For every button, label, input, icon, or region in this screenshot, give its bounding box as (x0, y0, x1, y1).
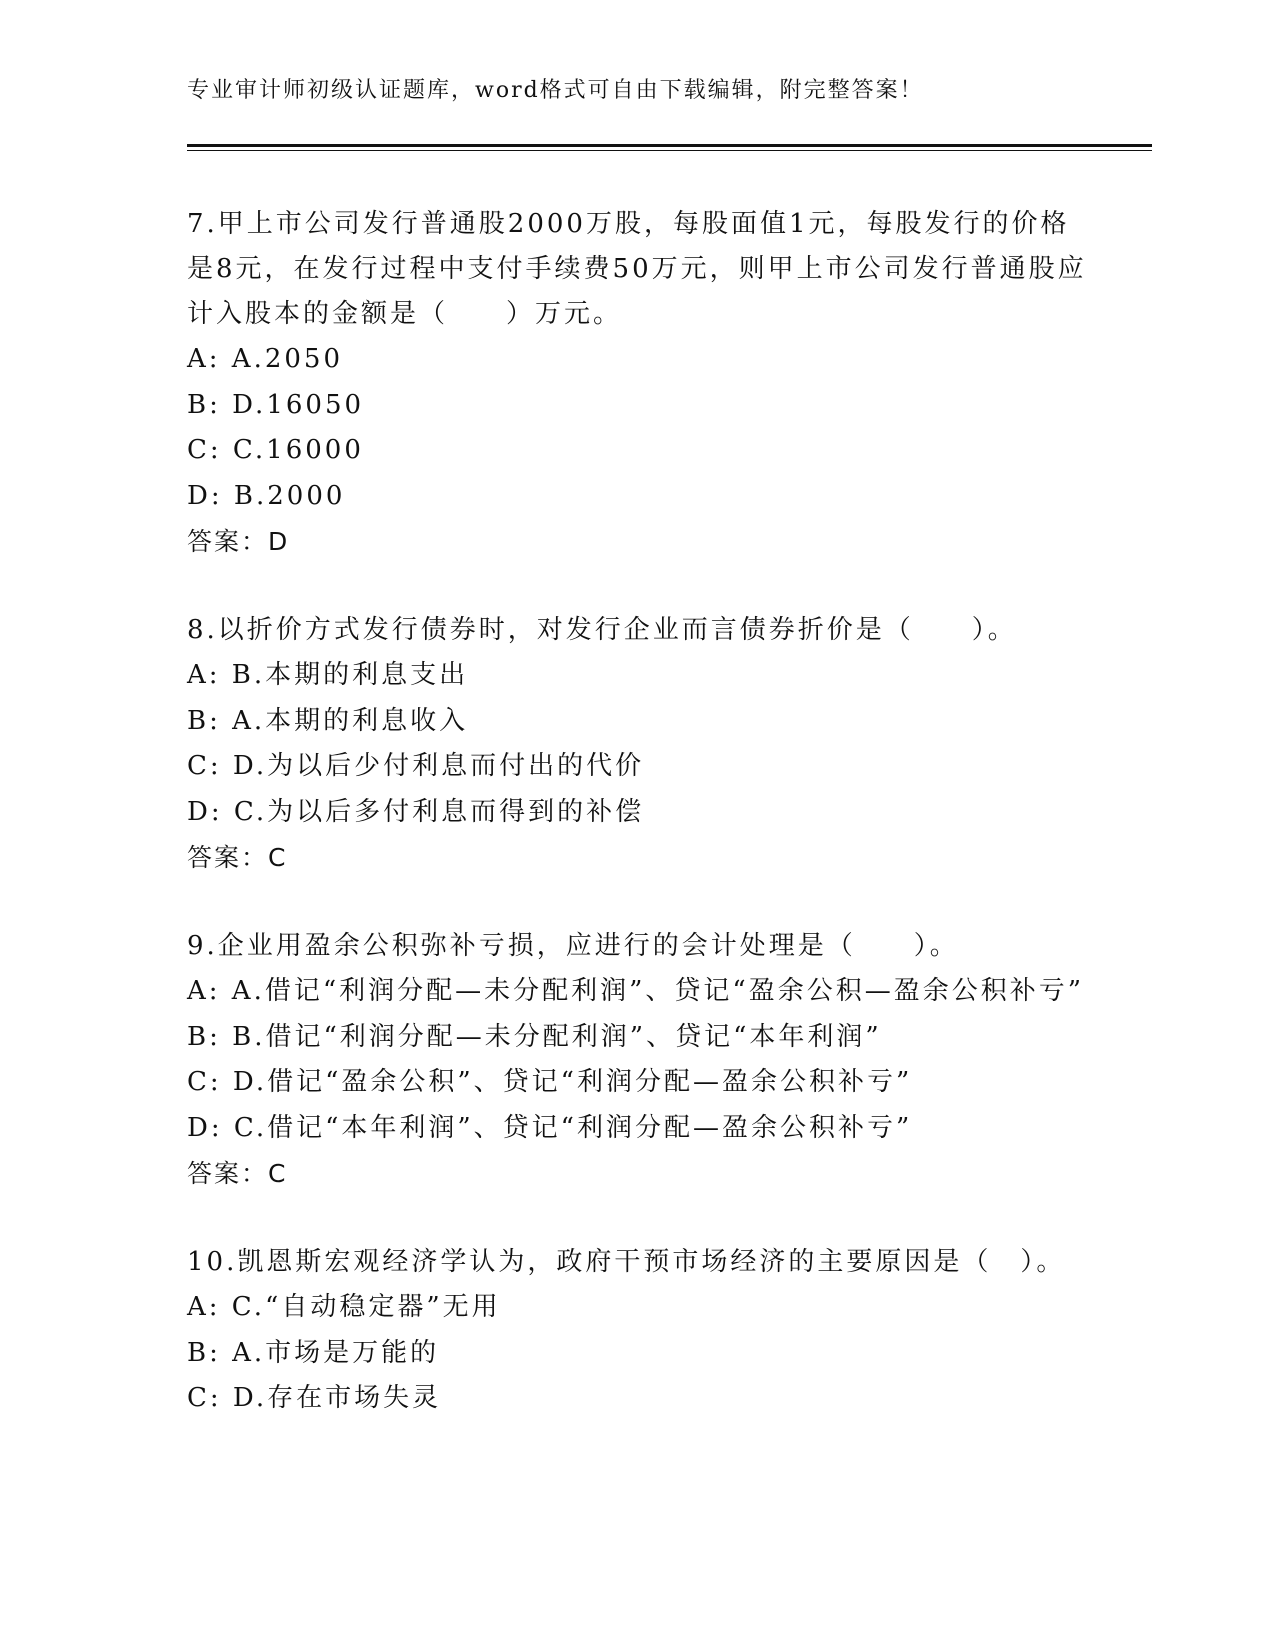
question-8 (187, 608, 1087, 880)
question-7 (187, 202, 1087, 564)
option-c: C: D.为以后少付利息而付出的代价 (187, 751, 645, 781)
option-a: A: C.“自动稳定器”无用 (187, 1292, 501, 1322)
option-a: A: A.借记“利润分配—未分配利润”、贷记“盈余公积—盈余公积补亏” (187, 976, 1085, 1006)
question-10 (187, 1240, 1087, 1422)
page-header: 专业审计师初级认证题库，word格式可自由下载编辑，附完整答案！ (187, 78, 924, 103)
header-rule (187, 144, 1152, 147)
question-stem: 7.甲上市公司发行普通股2000万股，每股面值1元，每股发行的价格是8元，在发行过程中支付手续费50万元，则甲上市公司发行普通股应计入股本的金额是（ ）万元。 (187, 209, 1087, 329)
question-9 (187, 924, 1087, 1196)
option-a: A: A.2050 (187, 344, 344, 374)
option-a: A: B.本期的利息支出 (187, 660, 469, 690)
answer: 答案：C (187, 1159, 288, 1188)
question-stem: 10.凯恩斯宏观经济学认为，政府干预市场经济的主要原因是（ ）。 (187, 1247, 1066, 1277)
option-b: B: D.16050 (187, 389, 365, 420)
question-list (187, 202, 1087, 1466)
option-c: C: D.借记“盈余公积”、贷记“利润分配—盈余公积补亏” (187, 1067, 913, 1097)
question-stem: 8.以折价方式发行债券时，对发行企业而言债券折价是（ ）。 (187, 615, 1017, 645)
header-rule-thin (187, 150, 1152, 151)
answer: 答案：D (187, 527, 290, 556)
option-b: B: A.本期的利息收入 (187, 705, 469, 736)
option-c: C: D.存在市场失灵 (187, 1383, 442, 1413)
answer: 答案：C (187, 843, 288, 872)
option-b: B: A.市场是万能的 (187, 1337, 440, 1368)
option-d: D: B.2000 (187, 480, 346, 511)
option-b: B: B.借记“利润分配—未分配利润”、贷记“本年利润” (187, 1021, 882, 1052)
option-c: C: C.16000 (187, 435, 364, 465)
question-stem: 9.企业用盈余公积弥补亏损，应进行的会计处理是（ ）。 (187, 931, 959, 961)
option-d: D: C.为以后多付利息而得到的补偿 (187, 796, 645, 827)
option-d: D: C.借记“本年利润”、贷记“利润分配—盈余公积补亏” (187, 1112, 913, 1143)
